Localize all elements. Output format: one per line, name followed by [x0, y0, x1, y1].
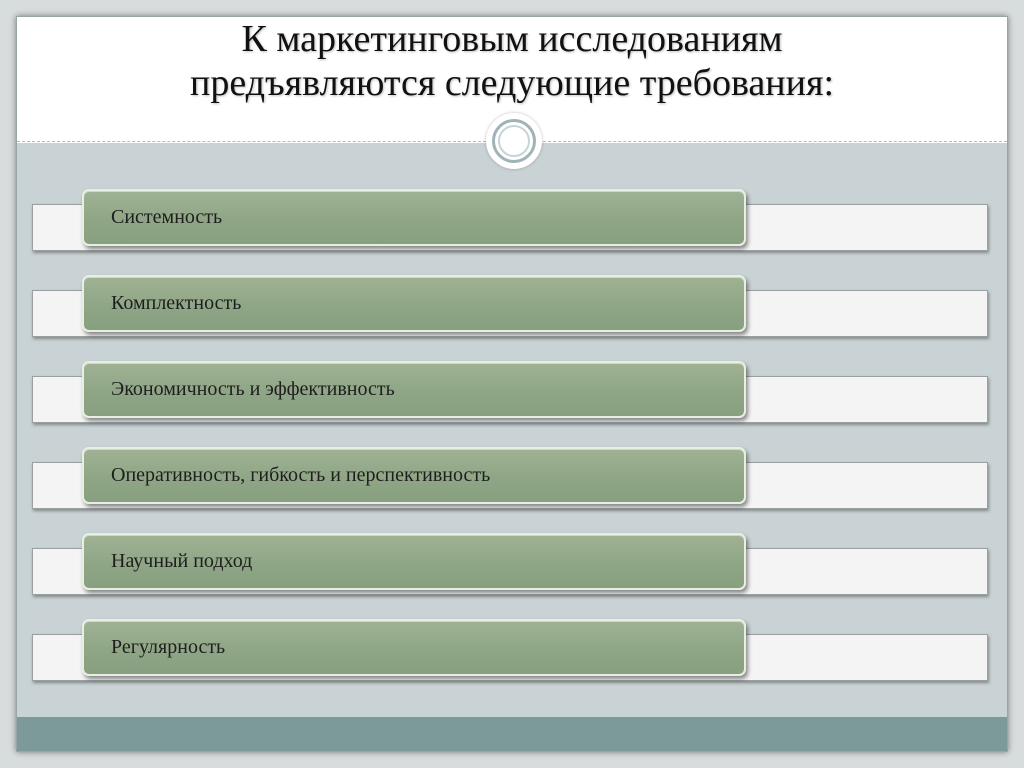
list-item-label: Комплектность: [111, 292, 242, 314]
slide: [16, 16, 1008, 752]
content-area: [17, 143, 1007, 717]
slide-title-line-1: К маркетинговым исследованиям: [241, 18, 783, 60]
list-item-pill: [82, 189, 746, 246]
slide-title: [17, 17, 1007, 105]
list-item: [17, 522, 1007, 602]
list-item-label: Оперативность, гибкость и перспективность: [111, 464, 491, 486]
list-item-label: Экономичность и эффективность: [111, 378, 395, 400]
list-item-label: Научный подход: [111, 550, 253, 572]
list-item: [17, 264, 1007, 344]
footer-bar: [17, 717, 1007, 752]
list-item: [17, 350, 1007, 430]
list-item-label: Регулярность: [111, 636, 226, 658]
list-item-label: Системность: [111, 206, 223, 228]
list-item-pill: [82, 619, 746, 676]
list-item-pill: [82, 533, 746, 590]
list-item: [17, 436, 1007, 516]
slide-title-line-2: предъявляются следующие требования:: [189, 62, 834, 104]
list-item-pill: [82, 275, 746, 332]
list-item-pill: [82, 361, 746, 418]
list-item: [17, 608, 1007, 688]
list-item: [17, 178, 1007, 258]
list-item-pill: [82, 447, 746, 504]
circle-ornament-icon: [486, 113, 542, 169]
